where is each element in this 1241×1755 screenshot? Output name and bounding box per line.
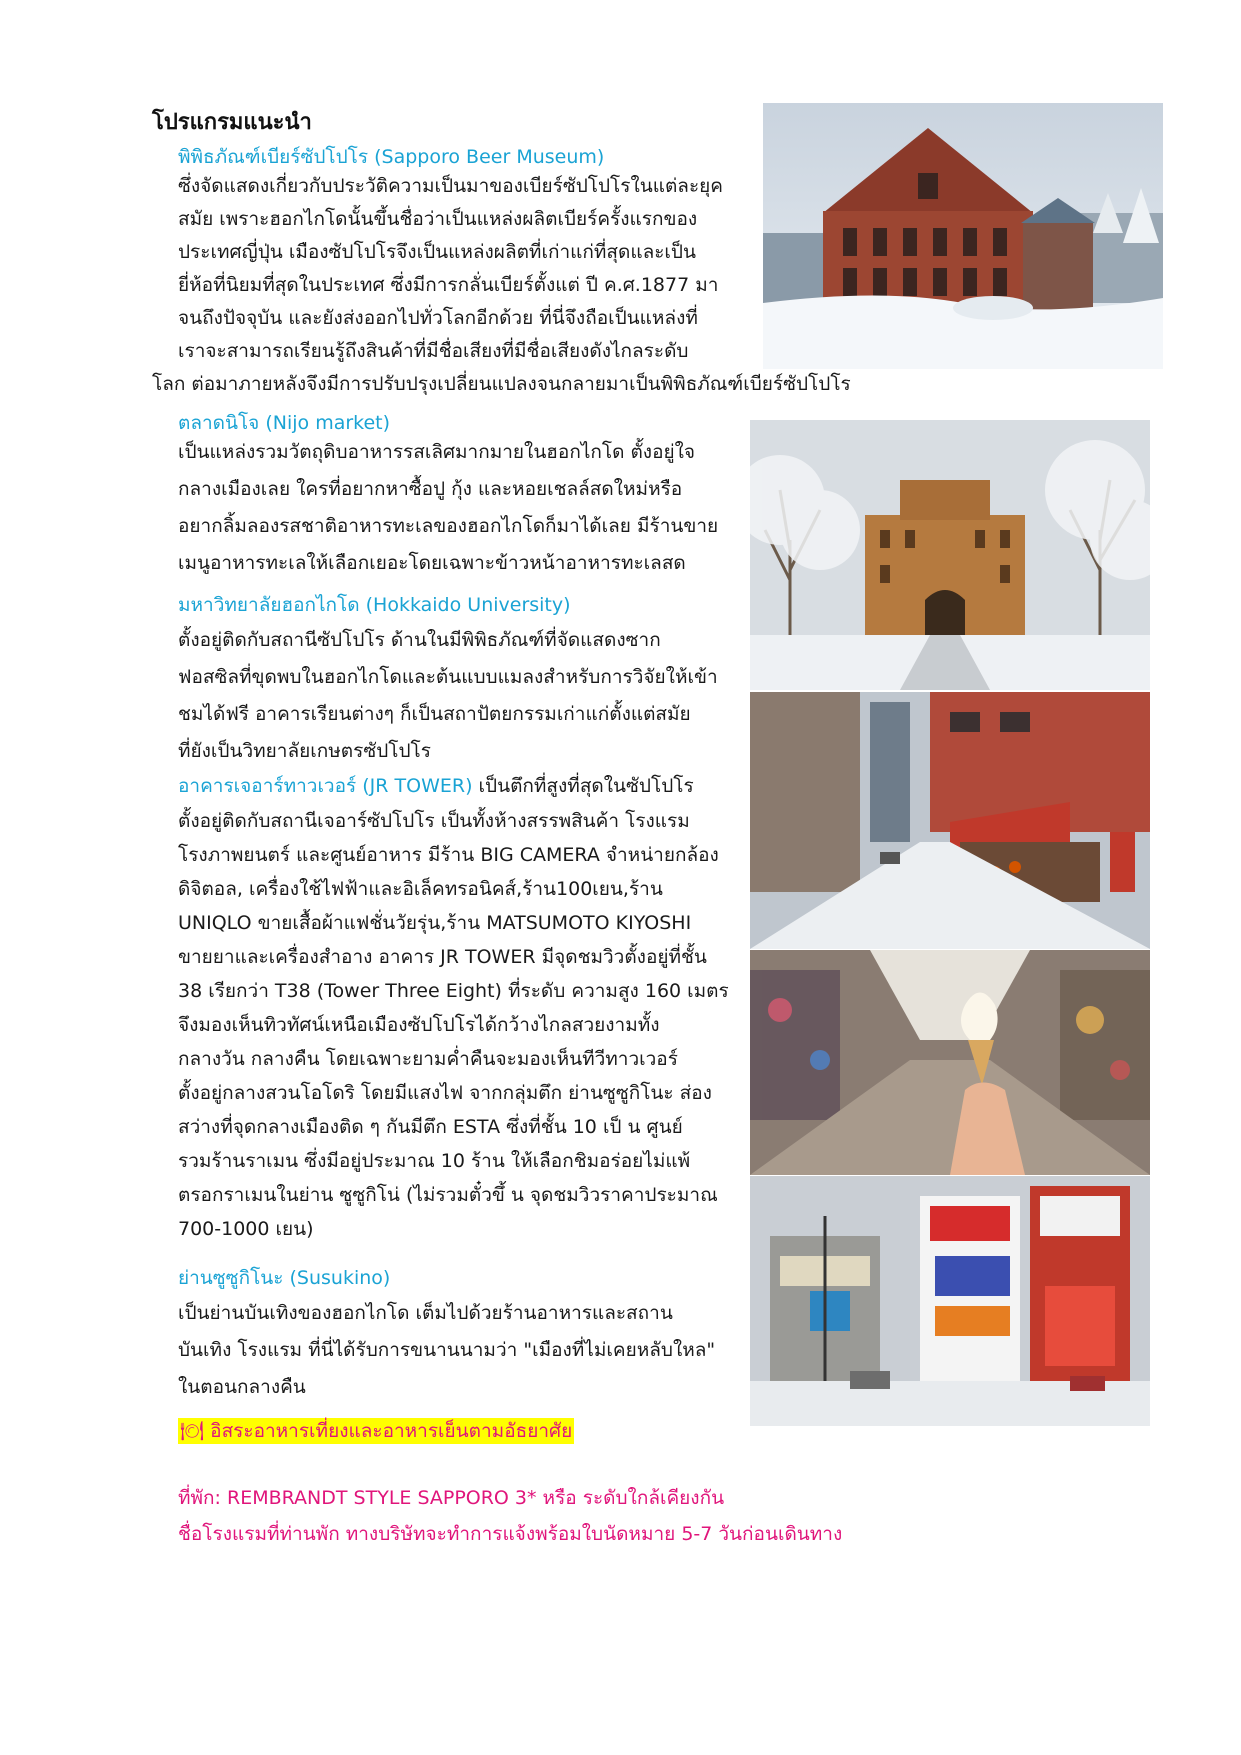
text-line: กลางวัน กลางคืน โดยเฉพาะยามค่ำคืนจะมองเห็นทีวีทาวเวอร์ [178,1048,678,1070]
photo-susukino [750,1176,1150,1426]
text-line: ตั้งอยู่กลางสวนโอโดริ โดยมีแสงไฟ จากกลุ่มตึก ย่านซูซูกิโนะ ส่อง [178,1082,712,1104]
text-line: ตั้งอยู่ติดกับสถานีเจอาร์ซัปโปโร เป็นทั้งห้างสรรพสินค้า โรงแรม [178,810,690,832]
section-body-beer-museum [178,170,723,368]
text-line: ในตอนกลางคืน [178,1376,306,1398]
text-line: 38 เรียกว่า T38 (Tower Three Eight) ที่ระดับ ความสูง 160 เมตร [178,980,729,1002]
text-line: 700-1000 เยน) [178,1218,314,1240]
photo-nijo-market [750,692,1150,949]
section-title-nijo-market: ตลาดนิโจ (Nijo market) [178,412,391,434]
meal-note [178,1416,574,1446]
section-title-jr-tower: อาคารเจอาร์ทาวเวอร์ (JR TOWER) [178,775,473,797]
text-line: เป็นตึกที่สูงที่สุดในซัปโปโร [472,775,694,797]
text-line-wide: โลก ต่อมาภายหลังจึงมีการปรับปรุงเปลี่ยนแปลงจนกลายมาเป็นพิพิธภัณฑ์เบียร์ซัปโปโร [152,373,851,395]
text-line: สมัย เพราะฮอกไกโดนั้นขึ้นชื่อว่าเป็นแหล่งผลิตเบียร์ครั้งแรกของ [178,208,698,230]
text-line: อยากลิ้มลองรสชาติอาหารทะเลของฮอกไกโดก็มาได้เลย มีร้านขาย [178,515,719,537]
text-line: ที่ยังเป็นวิทยาลัยเกษตรซัปโปโร [178,740,431,762]
section-title-hokkaido-university: มหาวิทยาลัยฮอกไกโด (Hokkaido University) [178,594,571,616]
hotel-note: ชื่อโรงแรมที่ท่านพัก ทางบริษัทจะทำการแจ้งพร้อมใบนัดหมาย 5-7 วันก่อนเดินทาง [178,1523,843,1545]
text-line: ขายยาและเครื่องสำอาง อาคาร JR TOWER มีจุดชมวิวตั้งอยู่ที่ชั้น [178,946,707,968]
text-line: เป็นย่านบันเทิงของฮอกไกโด เต็มไปด้วยร้านอาหารและสถาน [178,1302,673,1324]
text-line: กลางเมืองเลย ใครที่อยากหาซื้อปู กุ้ง และหอยเชลล์สดใหม่หรือ [178,478,683,500]
text-line: ตั้งอยู่ติดกับสถานีซัปโปโร ด้านในมีพิพิธภัณฑ์ที่จัดแสดงซาก [178,629,661,651]
section-body-nijo-market [178,434,718,582]
text-line: บันเทิง โรงแรม ที่นี่ได้รับการขนานนามว่า "เมืองที่ไม่เคยหลับใหล" [178,1339,716,1361]
photo-ice-cream [750,950,1150,1175]
text-line: เราจะสามารถเรียนรู้ถึงสินค้าที่มีชื่อเสียงที่มีชื่อเสียงดังไกลระดับ [178,340,689,362]
text-line: ชมได้ฟรี อาคารเรียนต่างๆ ก็เป็นสถาปัตยกรรมเก่าแก่ตั้งแต่สมัย [178,703,691,725]
text-line: UNIQLO ขายเสื้อผ้าแฟชั่นวัยรุ่น,ร้าน MATSUMOTO KIYOSHI [178,912,692,934]
text-line: จึงมองเห็นทิวทัศน์เหนือเมืองซัปโปโรได้กว้างไกลสวยงามทั้ง [178,1014,660,1036]
text-line: เมนูอาหารทะเลให้เลือกเยอะโดยเฉพาะข้าวหน้าอาหารทะเลสด [178,552,686,574]
photo-beer-museum [763,103,1163,369]
text-line: จนถึงปัจจุบัน และยังส่งออกไปทั่วโลกอีกด้วย ที่นี่จึงถือเป็นแหล่งที่ [178,307,698,329]
text-line: ฟอสซิลที่ขุดพบในฮอกไกโดและต้นแบบแมลงสำหรับการวิจัยให้เข้า [178,666,718,688]
photo-hokkaido-university [750,420,1150,690]
section-body-hokkaido-university [178,622,718,770]
text-line: สว่างที่จุดกลางเมืองติด ๆ กันมีตึก ESTA ซึ่งที่ชั้น 10 เป็ น ศูนย์ [178,1116,683,1138]
jr-tower-first-line [178,770,694,803]
section-title-beer-museum: พิพิธภัณฑ์เบียร์ซัปโปโร (Sapporo Beer Museum) [178,146,605,168]
section-body-susukino [178,1295,715,1406]
page-heading: โปรแกรมแนะนำ [152,110,312,135]
text-line: โรงภาพยนตร์ และศูนย์อาหาร มีร้าน BIG CAMERA จำหน่ายกล้อง [178,844,719,866]
hotel-line: ที่พัก: REMBRANDT STYLE SAPPORO 3* หรือ ระดับใกล้เคียงกัน [178,1487,725,1509]
text-line: เป็นแหล่งรวมวัตถุดิบอาหารรสเลิศมากมายในฮอกไกโด ตั้งอยู่ใจ [178,441,696,463]
text-line: ตรอกราเมนในย่าน ซูซูกิโน่ (ไม่รวมตั๋วขึ้ น จุดชมวิวราคาประมาณ [178,1184,718,1206]
text-line: รวมร้านราเมน ซึ่งมีอยู่ประมาณ 10 ร้าน ให้เลือกชิมอร่อยไม่แพ้ [178,1150,691,1172]
text-line: ประเทศญี่ปุ่น เมืองซัปโปโรจึงเป็นแหล่งผลิตที่เก่าแก่ที่สุดและเป็น [178,241,696,263]
meal-note-text: 🍽 อิสระอาหารเที่ยงและอาหารเย็นตามอัธยาศัย [180,1420,573,1442]
section-title-susukino: ย่านซูซูกิโนะ (Susukino) [178,1267,391,1289]
text-line: ซึ่งจัดแสดงเกี่ยวกับประวัติความเป็นมาของเบียร์ซัปโปโรในแต่ละยุค [178,175,723,197]
section-body-jr-tower [178,805,729,1247]
text-line: ดิจิตอล, เครื่องใช้ไฟฟ้าและอิเล็คทรอนิคส์,ร้าน100เยน,ร้าน [178,878,663,900]
text-line: ยี่ห้อที่นิยมที่สุดในประเทศ ซึ่งมีการกลั่นเบียร์ตั้งแต่ ปี ค.ศ.1877 มา [178,274,719,296]
